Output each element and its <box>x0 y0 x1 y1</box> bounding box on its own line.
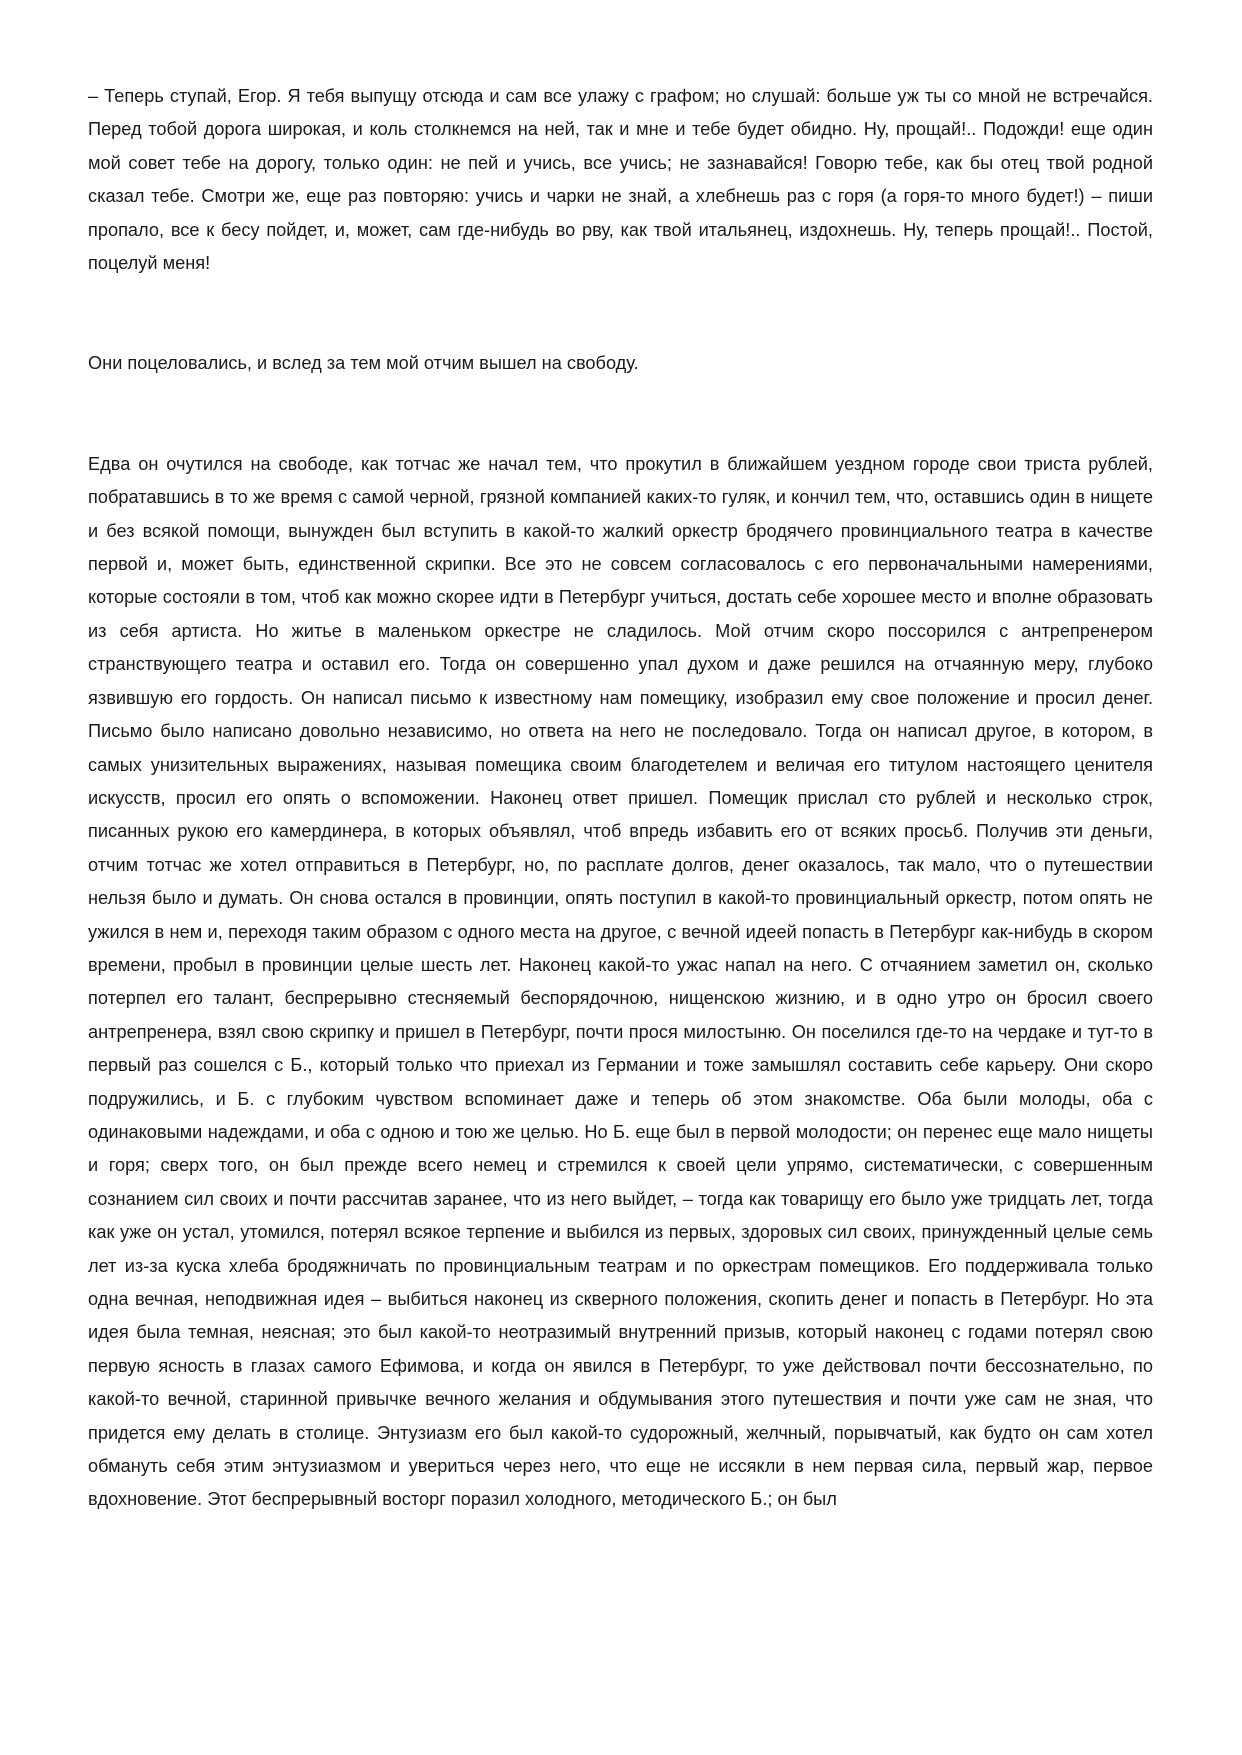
document-page <box>88 80 1153 1517</box>
paragraph-farewell-speech: – Теперь ступай, Егор. Я тебя выпущу отсюда и сам все улажу с графом; но слушай: больше уж ты со мной не встречайся. Перед тобой дорога широкая, и коль столкнемся на ней, так и мне и тебе будет обидно. Ну, прощай!.. Подожди! еще один мой совет тебе на дорогу, только один: не пей и учись, все учись; не зазнавайся! Говорю тебе, как бы отец твой родной сказал тебе. Смотри же, еще раз повторяю: учись и чарки не знай, а хлебнешь раз с горя (а горя-то много будет!) – пиши пропало, все к бесу пойдет, и, может, сам где-нибудь во рву, как твой итальянец, издохнешь. Ну, теперь прощай!.. Постой, поцелуй меня! <box>88 86 1153 274</box>
paragraph-narrative: Едва он очутился на свободе, как тотчас же начал тем, что прокутил в ближайшем уездном городе свои триста рублей, побратавшись в то же время с самой черной, грязной компанией каких-то гуляк, и кончил тем, что, оставшись один в нищете и без всякой помощи, вынужден был вступить в какой-то жалкий оркестр бродячего провинциального театра в качестве первой и, может быть, единственной скрипки. Все это не совсем согласовалось с его первоначальными намерениями, которые состояли в том, чтоб как можно скорее идти в Петербург учиться, достать себе хорошее место и вполне образовать из себя артиста. Но житье в маленьком оркестре не сладилось. Мой отчим скоро поссорился с антрепренером странствующего театра и оставил его. Тогда он совершенно упал духом и даже решился на отчаянную меру, глубоко язвившую его гордость. Он написал письмо к известному нам помещику, изобразил ему свое положение и просил денег. Письмо было написано довольно независимо, но ответа на него не последовало. Тогда он написал другое, в котором, в самых унизительных выражениях, называя помещика своим благодетелем и величая его титулом настоящего ценителя искусств, просил его опять о вспоможении. Наконец ответ пришел. Помещик прислал сто рублей и несколько строк, писанных рукою его камердинера, в которых объявлял, чтоб впредь избавить его от всяких просьб. Получив эти деньги, отчим тотчас же хотел отправиться в Петербург, но, по расплате долгов, денег оказалось, так мало, что о путешествии нельзя было и думать. Он снова остался в провинции, опять поступил в какой-то провинциальный оркестр, потом опять не ужился в нем и, переходя таким образом с одного места на другое, с вечной идеей попасть в Петербург как-нибудь в скором времени, пробыл в провинции целые шесть лет. Наконец какой-то ужас напал на него. С отчаянием заметил он, сколько потерпел его талант, беспрерывно стесняемый беспорядочною, нищенскою жизнию, и в одно утро он бросил своего антрепренера, взял свою скрипку и пришел в Петербург, почти прося милостыню. Он поселился где-то на чердаке и тут-то в первый раз сошелся с Б., который только что приехал из Германии и тоже замышлял составить себе карьеру. Они скоро подружились, и Б. с глубоким чувством вспоминает даже и теперь об этом знакомстве. Оба были молоды, оба с одинаковыми надеждами, и оба с одною и тою же целью. Но Б. еще был в первой молодости; он перенес еще мало нищеты и горя; сверх того, он был прежде всего немец и стремился к своей цели упрямо, систематически, с совершенным сознанием сил своих и почти рассчитав заранее, что из него выйдет, – тогда как товарищу его было уже тридцать лет, тогда как уже он устал, утомился, потерял всякое терпение и выбился из первых, здоровых сил своих, принужденный целые семь лет из-за куска хлеба бродяжничать по провинциальным театрам и по оркестрам помещиков. Его поддерживала только одна вечная, неподвижная идея – выбиться наконец из скверного положения, скопить денег и попасть в Петербург. Но эта идея была темная, неясная; это был какой-то неотразимый внутренний призыв, который наконец с годами потерял свою первую ясность в глазах самого Ефимова, и когда он явился в Петербург, то уже действовал почти бессознательно, по какой-то вечной, старинной привычке вечного желания и обдумывания этого путешествия и почти уже сам не зная, что придется ему делать в столице. Энтузиазм его был какой-то судорожный, желчный, порывчатый, как будто он сам хотел обмануть себя этим энтузиазмом и увериться через него, что еще не иссякли в нем первая сила, первый жар, первое вдохновение. Этот беспрерывный восторг поразил холодного, методического Б.; он был <box>88 453 1153 1510</box>
paragraph-kiss: Они поцеловались, и вслед за тем мой отчим вышел на свободу. <box>88 353 639 374</box>
